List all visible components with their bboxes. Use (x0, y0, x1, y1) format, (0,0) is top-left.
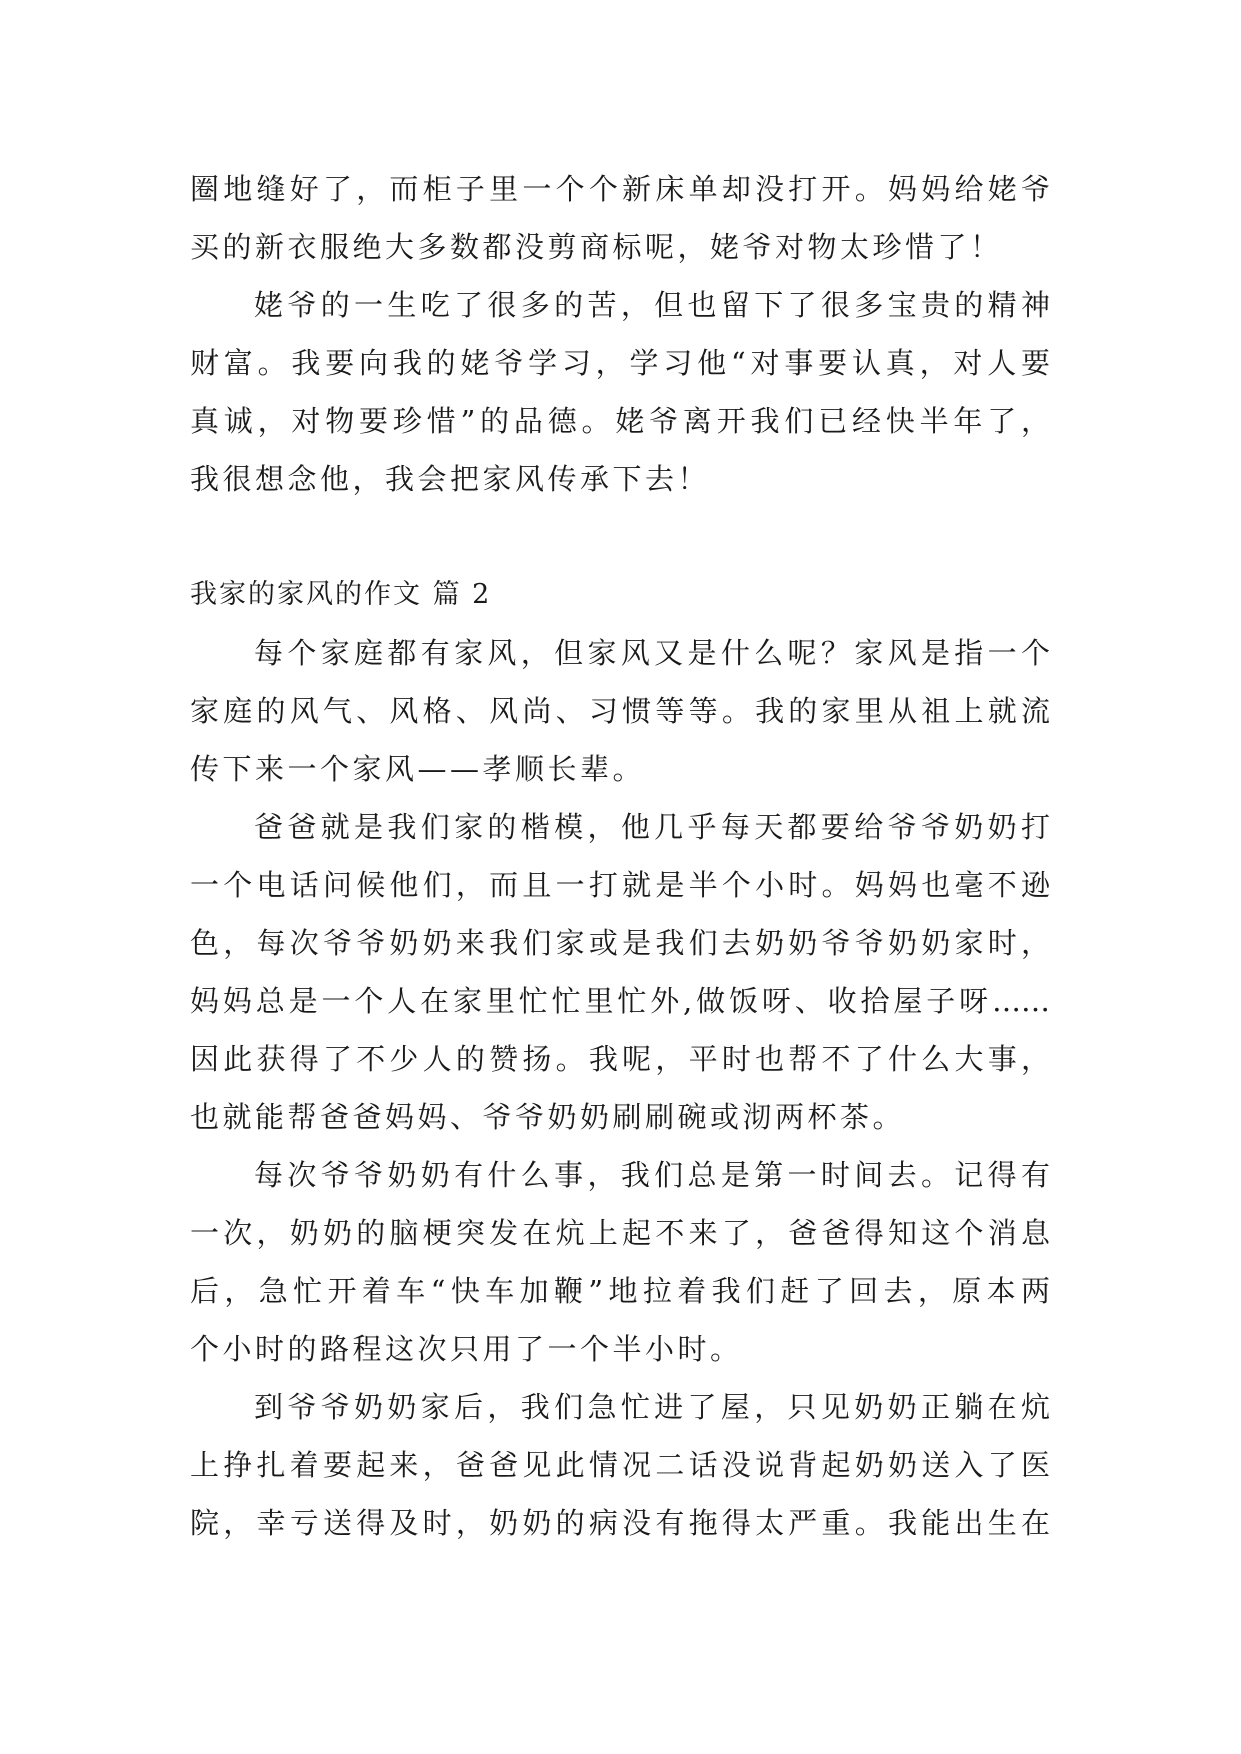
text-line: 家庭的风气、风格、风尚、习惯等等。我的家里从祖上就流 (190, 694, 1050, 728)
text-line: 后，急忙开着车“快车加鞭”地拉着我们赶了回去，原本两 (190, 1274, 1050, 1308)
text-line: 财富。我要向我的姥爷学习，学习他“对事要认真，对人要 (190, 346, 1050, 380)
section-spacer (190, 508, 1050, 566)
paragraph (190, 1378, 1050, 1552)
text-line: 姥爷的一生吃了很多的苦，但也留下了很多宝贵的精神 (254, 288, 1050, 322)
text-line: 我很想念他，我会把家风传承下去！ (190, 462, 711, 496)
section-heading: 我家的家风的作文 篇 2 (190, 579, 492, 610)
text-line: 圈地缝好了，而柜子里一个个新床单却没打开。妈妈给姥爷 (190, 172, 1050, 206)
text-line: 到爷爷奶奶家后，我们急忙进了屋，只见奶奶正躺在炕 (254, 1390, 1050, 1424)
text-line: 每个家庭都有家风，但家风又是什么呢？家风是指一个 (254, 636, 1050, 670)
text-line: 传下来一个家风——孝顺长辈。 (190, 752, 646, 786)
text-line: 一个电话问候他们，而且一打就是半个小时。妈妈也毫不逊 (190, 868, 1050, 902)
paragraph (190, 276, 1050, 508)
paragraph (190, 1146, 1050, 1378)
text-line: 也就能帮爸爸妈妈、爷爷奶奶刷刷碗或沏两杯茶。 (190, 1100, 906, 1134)
text-line: 每次爷爷奶奶有什么事，我们总是第一时间去。记得有 (254, 1158, 1050, 1192)
text-line: 上挣扎着要起来，爸爸见此情况二话没说背起奶奶送入了医 (190, 1448, 1050, 1482)
text-line: 院，幸亏送得及时，奶奶的病没有拖得太严重。我能出生在 (190, 1506, 1050, 1540)
text-line: 买的新衣服绝大多数都没剪商标呢，姥爷对物太珍惜了！ (190, 230, 1003, 264)
text-line: 因此获得了不少人的赞扬。我呢，平时也帮不了什么大事， (190, 1042, 1050, 1076)
text-line: 色，每次爷爷奶奶来我们家或是我们去奶奶爷爷奶奶家时， (190, 926, 1050, 960)
paragraph (190, 160, 1050, 276)
paragraph (190, 624, 1050, 798)
document-page (190, 160, 1050, 1552)
text-line: 妈妈总是一个人在家里忙忙里忙外,做饭呀、收拾屋子呀…… (190, 984, 1050, 1018)
text-line: 一次，奶奶的脑梗突发在炕上起不来了，爸爸得知这个消息 (190, 1216, 1050, 1250)
paragraph (190, 798, 1050, 1146)
text-line: 真诚，对物要珍惜”的品德。姥爷离开我们已经快半年了， (190, 404, 1050, 438)
text-line: 爸爸就是我们家的楷模，他几乎每天都要给爷爷奶奶打 (254, 810, 1050, 844)
text-line: 个小时的路程这次只用了一个半小时。 (190, 1332, 743, 1366)
